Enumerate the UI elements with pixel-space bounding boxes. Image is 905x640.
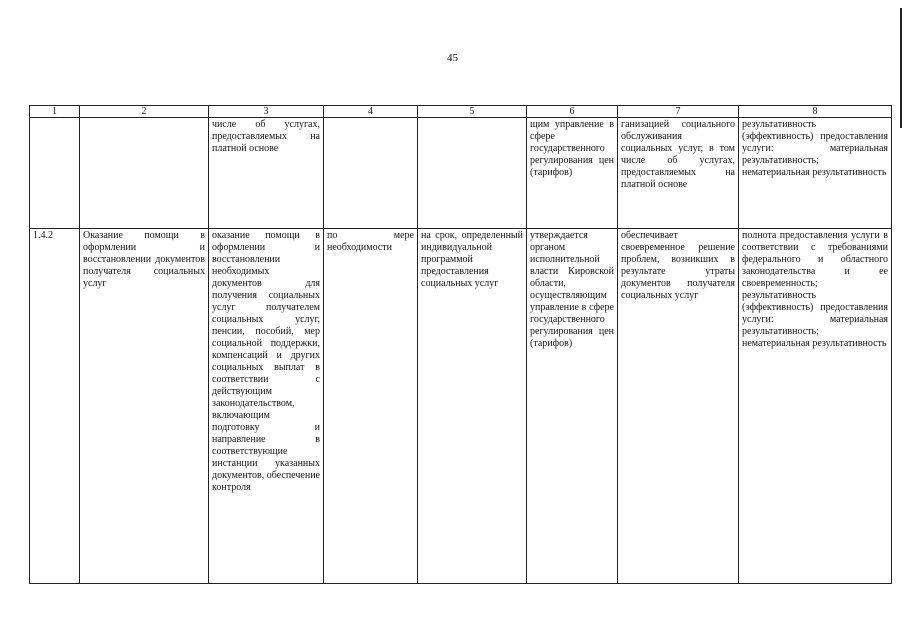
row-number-cell: 1.4.2 (30, 229, 80, 584)
page-number: 45 (447, 52, 458, 64)
page-edge-line (900, 8, 902, 128)
header-cell-3: 3 (209, 106, 324, 118)
service-description-cell: оказание помощи в оформлении и восстановлении необходимых документов для получения социальных услуг получателем социальных услуг, пенсии, пособий, мер социальной поддержки, компенсаций и других социальных выплат в соответствии с действующим законодательством, включающим подготовку и направление в соответствующие инстанции указанных документов, обеспечение контроля (209, 229, 324, 584)
table-row (30, 118, 892, 229)
header-cell-8: 8 (739, 106, 892, 118)
service-name-cell (80, 118, 209, 229)
header-cell-1: 1 (30, 106, 80, 118)
service-duration-cell: на срок, определенный индивидуальной программой предоставления социальных услуг (418, 229, 527, 584)
tariff-approval-cell: щим управление в сфере государственного регулирования цен (тарифов) (527, 118, 618, 229)
table-row (30, 229, 892, 584)
service-conditions-cell: обеспечивает своевременное решение проблем, возникших в результате утраты документов получателя социальных услуг (618, 229, 739, 584)
service-description-cell: числе об услугах, предоставляемых на платной основе (209, 118, 324, 229)
header-cell-7: 7 (618, 106, 739, 118)
header-cell-2: 2 (80, 106, 209, 118)
quality-indicators-cell: результативность (эффективность) предоставления услуги: материальная результативность; нематериальная результативность (739, 118, 892, 229)
services-table (29, 105, 892, 584)
row-number-cell (30, 118, 80, 229)
tariff-approval-cell: утверждается органом исполнительной власти Кировской области, осуществляющим управление в сфере государственного регулирования цен (тарифов) (527, 229, 618, 584)
header-cell-5: 5 (418, 106, 527, 118)
header-cell-6: 6 (527, 106, 618, 118)
quality-indicators-cell: полнота предоставления услуги в соответствии с требованиями федерального и областного законодательства и ее своевременность; результативность (эффективность) предоставления услуги: материальная результативность; нематериальная результативность (739, 229, 892, 584)
header-cell-4: 4 (324, 106, 418, 118)
service-name-cell: Оказание помощи в оформлении и восстановлении документов получателя социальных услуг (80, 229, 209, 584)
service-duration-cell (418, 118, 527, 229)
service-timing-cell: по мере необходимости (324, 229, 418, 584)
header-row (30, 106, 892, 118)
service-timing-cell (324, 118, 418, 229)
service-conditions-cell: ганизацией социального обслуживания социальных услуг, в том числе об услугах, предоставляемых на платной основе (618, 118, 739, 229)
